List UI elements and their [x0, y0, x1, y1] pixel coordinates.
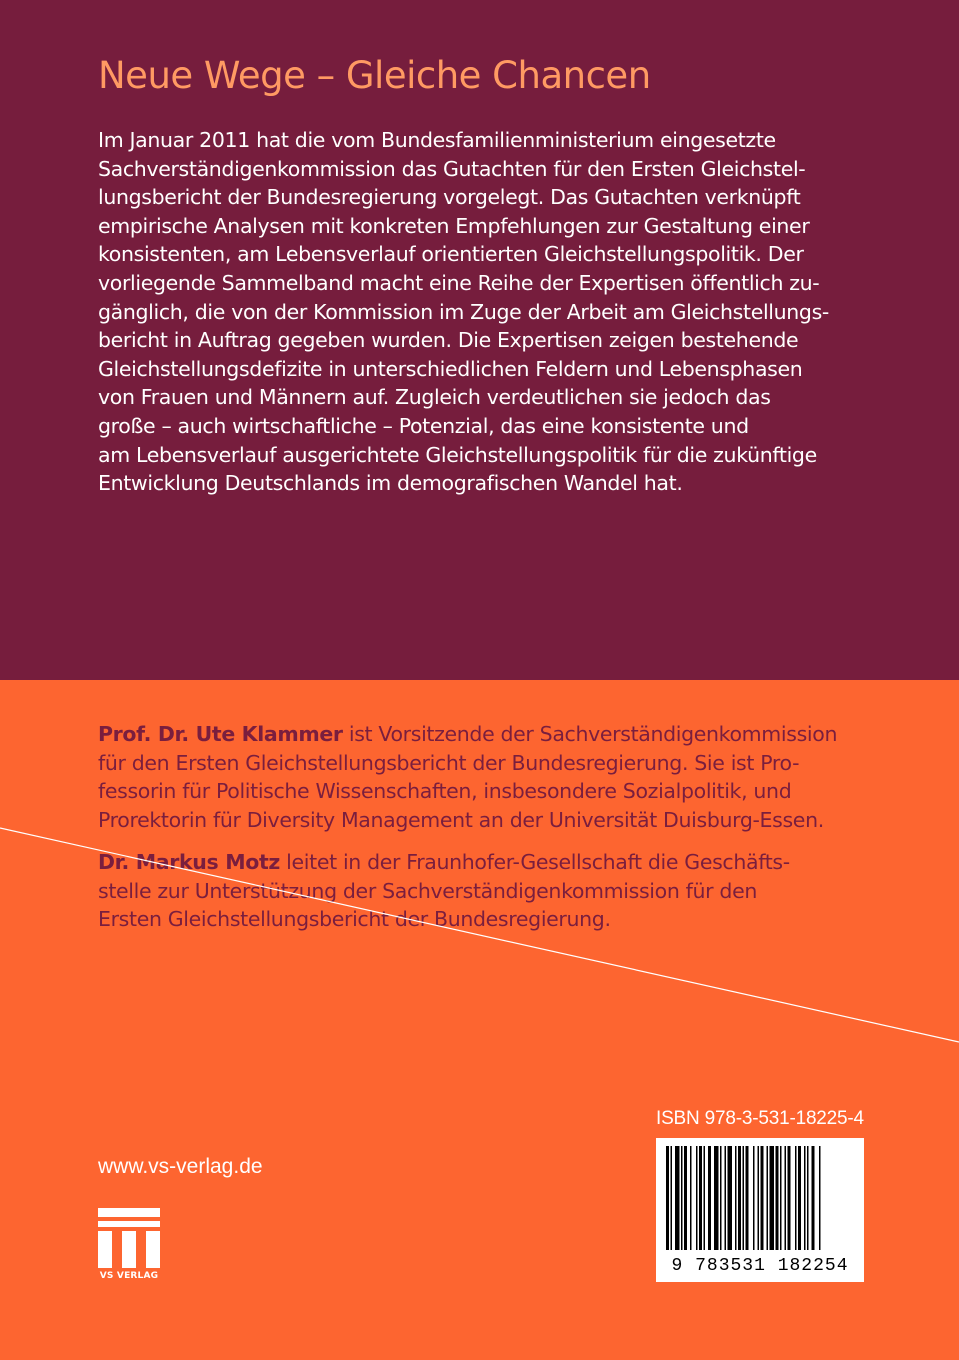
barcode-bar — [776, 1146, 779, 1250]
barcode-bar — [788, 1146, 791, 1250]
barcode-bar — [795, 1146, 797, 1250]
barcode-bar — [746, 1146, 749, 1250]
bio-line: stelle zur Unterstützung der Sachverständigenkommission für den — [98, 878, 757, 903]
bio-line-text: leitet in der Fraunhofer-Gesellschaft die Geschäfts- — [280, 850, 790, 874]
bio-line: Prorektorin für Diversity Management an der Universität Duisburg-Essen. — [98, 807, 824, 832]
description-line: Sachverständigenkommission das Gutachten für den Ersten Gleichstel- — [98, 156, 806, 181]
barcode-bar — [675, 1146, 680, 1250]
description-line: Entwicklung Deutschlands im demografischen Wandel hat. — [98, 471, 683, 496]
author-name: Prof. Dr. Ute Klammer — [98, 722, 343, 746]
barcode-bar — [780, 1146, 782, 1250]
bio-line: für den Ersten Gleichstellungsbericht der Bundesregierung. Sie ist Pro- — [98, 750, 800, 775]
vs-verlag-logo-icon — [98, 1208, 160, 1268]
barcode-bar — [666, 1146, 669, 1250]
barcode-digits: 9 783531 182254 — [671, 1256, 849, 1276]
publisher-logo — [98, 1208, 160, 1284]
barcode-bar — [767, 1146, 769, 1250]
description-line: Gleichstellungsdefizite in unterschiedlichen Feldern und Lebensphasen — [98, 356, 803, 381]
barcode-bar — [671, 1146, 673, 1250]
description-line: Im Januar 2011 hat die vom Bundesfamilienministerium eingesetzte — [98, 128, 776, 152]
barcode-bar — [690, 1146, 692, 1250]
barcode-bar — [807, 1146, 809, 1250]
isbn-label: ISBN 978-3-531-18225-4 — [656, 1108, 864, 1129]
barcode-bar — [681, 1146, 683, 1250]
barcode-bar — [804, 1146, 806, 1250]
description-line: vorliegende Sammelband macht eine Reihe der Expertisen öffentlich zu- — [98, 270, 820, 295]
barcode-bar — [770, 1146, 775, 1250]
barcode-bar — [785, 1146, 787, 1250]
barcode-bar — [743, 1146, 745, 1250]
description-line: große – auch wirtschaftliche – Potenzial, das eine konsistente und — [98, 413, 749, 438]
author-name: Dr. Markus Motz — [98, 850, 281, 874]
barcode-bars — [666, 1146, 854, 1250]
barcode-bar — [725, 1146, 727, 1250]
barcode-bar — [708, 1146, 711, 1250]
description-line: empirische Analysen mit konkreten Empfehlungen zur Gestaltung einer — [98, 213, 810, 238]
barcode-bar — [714, 1146, 719, 1250]
barcode — [656, 1138, 864, 1282]
publisher-website: www.vs-verlag.de — [98, 1155, 263, 1178]
barcode-bar — [761, 1146, 764, 1250]
description-line: am Lebensverlauf ausgerichtete Gleichstellungspolitik für die zukünftige — [98, 442, 817, 467]
barcode-bar — [798, 1146, 801, 1250]
bio-line-text: ist Vorsitzende der Sachverständigenkommission — [342, 722, 838, 746]
barcode-bar — [720, 1146, 722, 1250]
description-line: bericht in Auftrag gegeben wurden. Die Expertisen zeigen bestehende — [98, 328, 799, 353]
bio-line: Ersten Gleichstellungsbericht der Bundesregierung. — [98, 907, 611, 932]
barcode-bar — [753, 1146, 755, 1250]
description-line: gänglich, die von der Kommission im Zuge der Arbeit am Gleichstellungs- — [98, 299, 829, 324]
description-line: konsistenten, am Lebensverlauf orientierten Gleichstellungspolitik. Der — [98, 242, 804, 267]
book-title: Neue Wege – Gleiche Chancen — [98, 54, 651, 97]
barcode-bar — [704, 1146, 706, 1250]
bio-line: fessorin für Politische Wissenschaften, insbesondere Sozialpolitik, und — [98, 779, 792, 804]
barcode-bar — [728, 1146, 733, 1250]
barcode-bar — [735, 1146, 737, 1250]
description-line: von Frauen und Männern auf. Zugleich verdeutlichen sie jedoch das — [98, 385, 771, 410]
logo-text: VS VERLAG — [99, 1271, 159, 1281]
barcode-bar — [812, 1146, 815, 1250]
barcode-bar — [758, 1146, 760, 1250]
barcode-bar — [696, 1146, 698, 1250]
description-line: lungsbericht der Bundesregierung vorgelegt. Das Gutachten verknüpft — [98, 185, 801, 210]
barcode-bar — [738, 1146, 741, 1250]
barcode-bar — [684, 1146, 687, 1250]
barcode-bar — [699, 1146, 702, 1250]
barcode-bar — [819, 1146, 821, 1250]
